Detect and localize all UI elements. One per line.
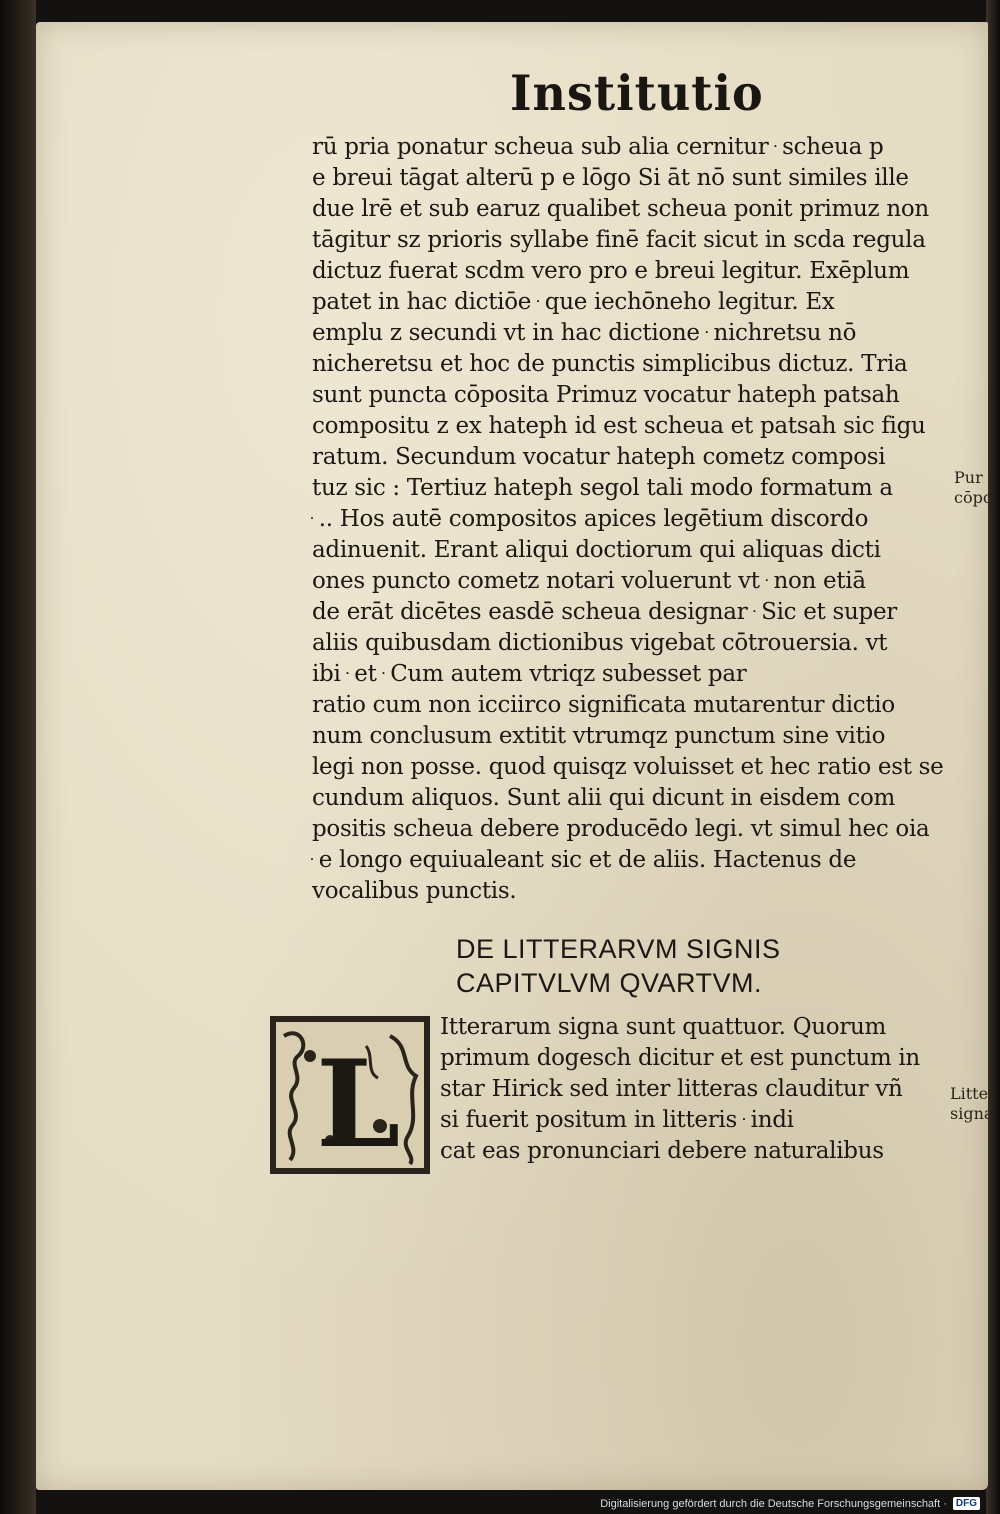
page-heading: Institutio xyxy=(510,64,764,122)
text-line: compositu z ex hateph id est scheua et patsah sic figu xyxy=(312,413,926,439)
text-line: aliis quibusdam dictionibus vigebat cōtrouersia. vt xyxy=(312,630,888,656)
margin-note-line: cōpo xyxy=(954,488,993,507)
text-line: ratio cum non icciirco significata mutarentur dictio xyxy=(312,692,895,718)
digitization-footer xyxy=(600,1497,980,1510)
text-line: patet in hac dictiōe ּּּּ que iechōneho legitur. Ex xyxy=(312,289,835,315)
text-line: de erāt dicētes easdē scheua designar ּּּ Sic et super xyxy=(312,599,897,625)
chapter-title-line-2: CAPITVLVM QVARTVM. xyxy=(456,968,763,998)
chapter-text-line: star Hirick sed inter litteras clauditur vñ xyxy=(440,1076,903,1102)
text-line: ּּ e longo equiualeant sic et de aliis. Hactenus de xyxy=(312,847,857,873)
text-line: emplu z secundi vt in hac dictione ּּּּ nichretsu nō xyxy=(312,320,857,346)
chapter-text-block xyxy=(440,1012,960,1167)
margin-note-line: Pur xyxy=(954,468,983,487)
chapter-text-line: cat eas pronunciari debere naturalibus xyxy=(440,1138,884,1164)
dfg-logo-icon: DFG xyxy=(953,1497,980,1510)
text-line: ratum. Secundum vocatur hateph cometz composi xyxy=(312,444,886,470)
text-line: positis scheua debere producēdo legi. vt simul hec oia xyxy=(312,816,930,842)
chapter-text-line: Itterarum signa sunt quattuor. Quorum xyxy=(440,1014,887,1040)
margin-note-puncta xyxy=(954,468,992,508)
text-line: rū pria ponatur scheua sub alia cernitur ּּּּ scheua p xyxy=(312,134,884,160)
margin-note-line: signa xyxy=(950,1104,994,1123)
text-line: tāgitur sz prioris syllabe finē facit sicut in scda regula xyxy=(312,227,926,253)
text-line: ּּ .. Hos autē compositos apices legētium discordo xyxy=(312,506,869,532)
text-line: tuz sic : Tertiuz hateph segol tali modo formatum a xyxy=(312,475,893,501)
book-binding-shadow xyxy=(0,0,36,1514)
chapter-text-line: si fuerit positum in litteris ּּּּּ indi xyxy=(440,1107,794,1133)
ornament-icon xyxy=(270,1016,430,1174)
text-line: legi non posse. quod quisqz voluisset et hec ratio est se xyxy=(312,754,944,780)
text-line: e breui tāgat alterū p e lōgo Si āt nō sunt similes ille xyxy=(312,165,909,191)
initial-letter-glyph: L xyxy=(316,1034,401,1174)
text-line: due lrē et sub earuz qualibet scheua ponit primuz non xyxy=(312,196,929,222)
footer-credit: Digitalisierung gefördert durch die Deutsche Forschungsgemeinschaft · xyxy=(600,1497,947,1510)
margin-note-litterarum xyxy=(950,1084,996,1124)
text-line: nicheretsu et hoc de punctis simplicibus dictuz. Tria xyxy=(312,351,908,377)
text-line: ones puncto cometz notari voluerunt vt ּּּ non etiā xyxy=(312,568,866,594)
decorated-initial-letter xyxy=(270,1016,430,1174)
text-line: vocalibus punctis. xyxy=(312,878,517,904)
text-line: dictuz fuerat scdm vero pro e breui legitur. Exēplum xyxy=(312,258,910,284)
text-line: num conclusum extitit vtrumqz punctum sine vitio xyxy=(312,723,886,749)
text-line: cundum aliquos. Sunt alii qui dicunt in eisdem com xyxy=(312,785,896,811)
margin-note-line: Litter xyxy=(950,1084,996,1103)
text-line: adinuenit. Erant aliqui doctiorum qui aliquas dicti xyxy=(312,537,881,563)
main-text-block xyxy=(312,132,952,907)
right-edge-shadow xyxy=(986,0,1000,1514)
chapter-title xyxy=(456,932,781,1000)
chapter-title-line-1: DE LITTERARVM SIGNIS xyxy=(456,934,781,964)
text-line: ibi ּּּּּ et ּּּּ Cum autem vtriqz subesset par xyxy=(312,661,747,687)
text-line: sunt puncta cōposita Primuz vocatur hateph patsah xyxy=(312,382,900,408)
chapter-text-line: primum dogesch dicitur et est punctum in xyxy=(440,1045,920,1071)
